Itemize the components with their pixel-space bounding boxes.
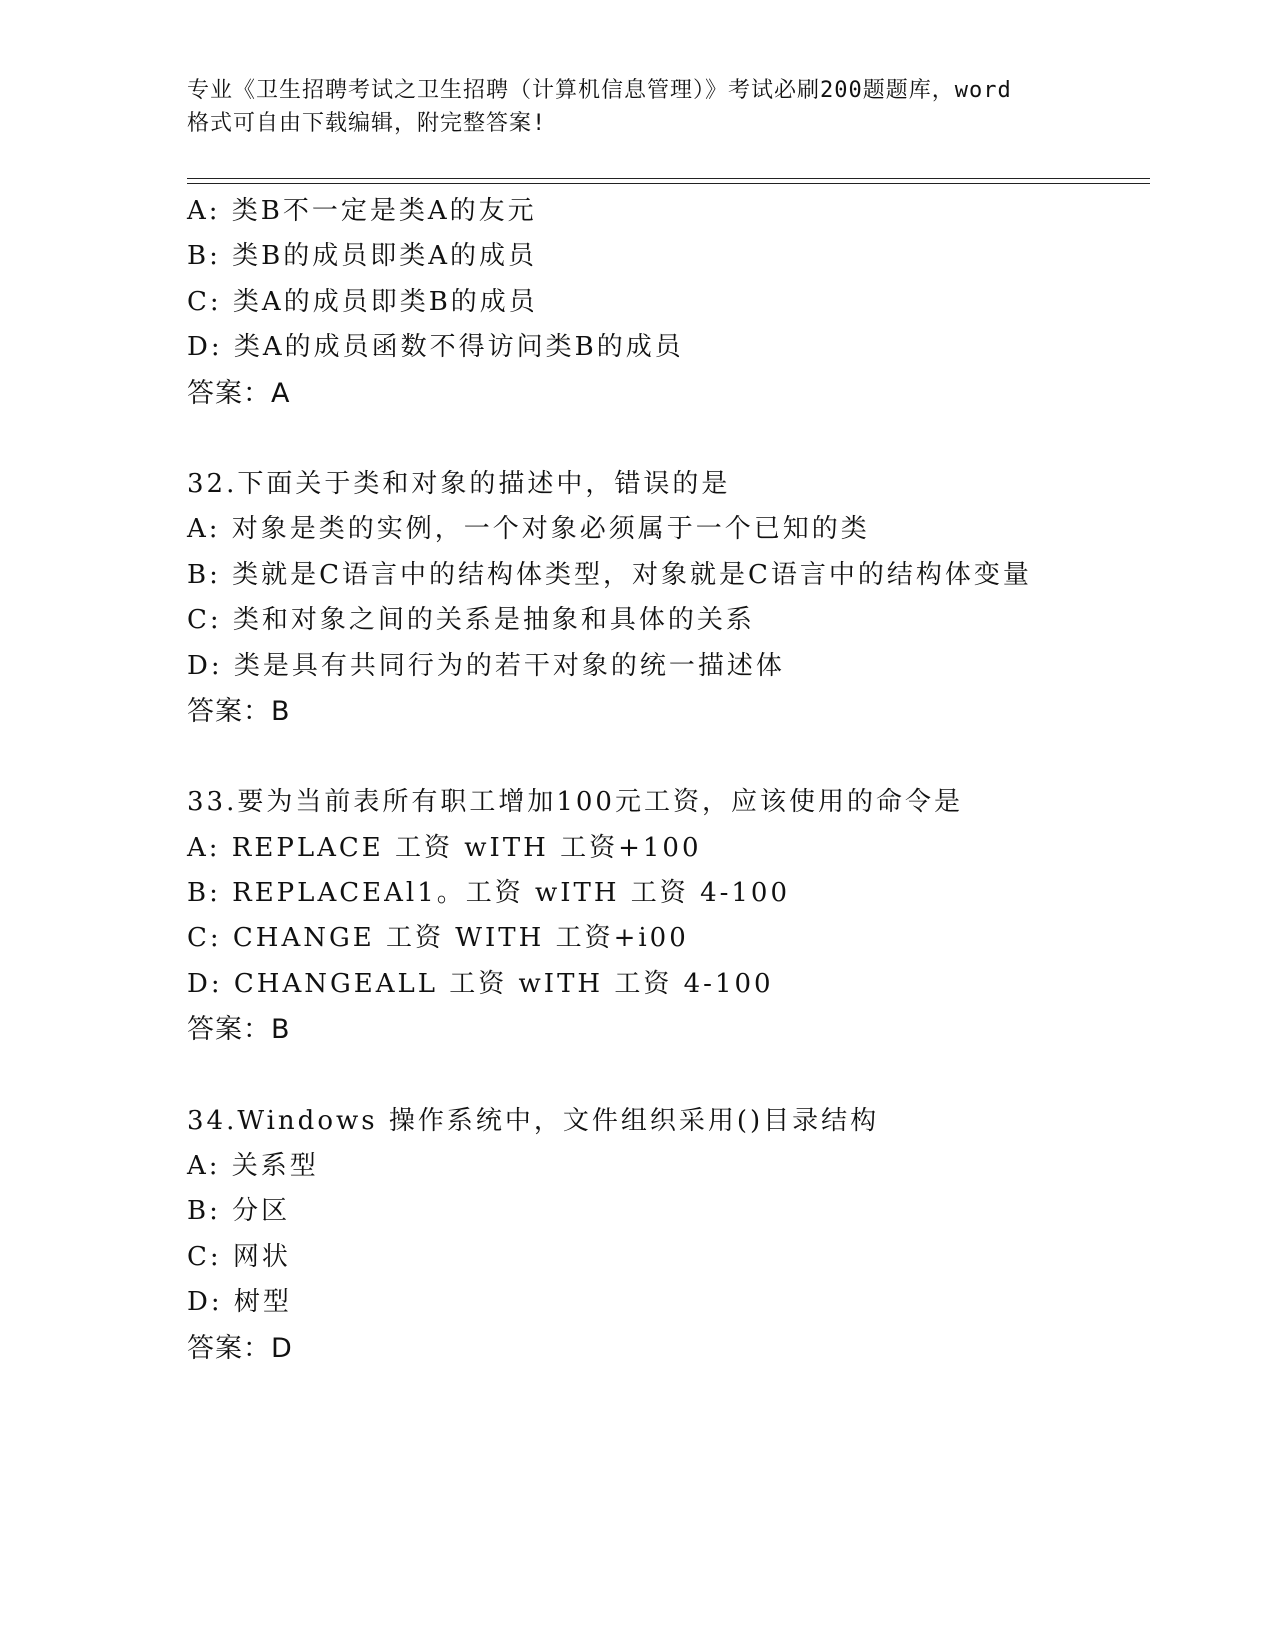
answer-line: 答案：A [187, 377, 291, 409]
option-a: A: 类B不一定是类A的友元 [187, 196, 537, 226]
option-b: B: 类就是C语言中的结构体类型，对象就是C语言中的结构体变量 [187, 559, 1032, 590]
option-c: C: 类A的成员即类B的成员 [187, 286, 538, 317]
option-c: C: CHANGE 工资 WITH 工资+i00 [187, 923, 689, 954]
option-a: A: 对象是类的实例，一个对象必须属于一个已知的类 [187, 514, 870, 545]
option-c: C: 网状 [187, 1241, 291, 1272]
question-stem: 34.Windows 操作系统中，文件组织采用()目录结构 [187, 1105, 880, 1136]
header-line-2: 格式可自由下载编辑，附完整答案! [187, 111, 547, 136]
document-header [187, 74, 1107, 140]
option-b: B: 分区 [187, 1196, 291, 1227]
question-block-32 [187, 462, 1147, 734]
question-stem: 33.要为当前表所有职工增加100元工资，应该使用的命令是 [187, 787, 963, 818]
answer-line: 答案：B [187, 1014, 291, 1046]
spacer [187, 1053, 1147, 1099]
option-b: B: REPLACEAl1。工资 wITH 工资 4-100 [187, 878, 791, 909]
question-list [187, 189, 1147, 1371]
header-divider-top [187, 178, 1150, 179]
question-stem: 32.下面关于类和对象的描述中，错误的是 [187, 468, 731, 499]
option-d: D: 类是具有共同行为的若干对象的统一描述体 [187, 650, 785, 681]
header-divider-bottom [187, 183, 1150, 184]
option-d: D: 类A的成员函数不得访问类B的成员 [187, 332, 684, 363]
option-d: D: 树型 [187, 1287, 292, 1318]
option-b: B: 类B的成员即类A的成员 [187, 241, 538, 272]
question-block-31 [187, 189, 1147, 416]
answer-line: 答案：D [187, 1332, 293, 1364]
option-a: A: REPLACE 工资 wITH 工资+100 [187, 832, 702, 863]
header-line-1: 专业《卫生招聘考试之卫生招聘（计算机信息管理）》考试必刷200题题库，word [187, 78, 1012, 103]
question-block-34 [187, 1099, 1147, 1371]
option-d: D: CHANGEALL 工资 wITH 工资 4-100 [187, 968, 774, 999]
option-c: C: 类和对象之间的关系是抽象和具体的关系 [187, 605, 755, 636]
answer-line: 答案：B [187, 695, 291, 727]
question-block-33 [187, 780, 1147, 1052]
spacer [187, 734, 1147, 780]
spacer [187, 416, 1147, 462]
option-a: A: 关系型 [187, 1151, 319, 1182]
